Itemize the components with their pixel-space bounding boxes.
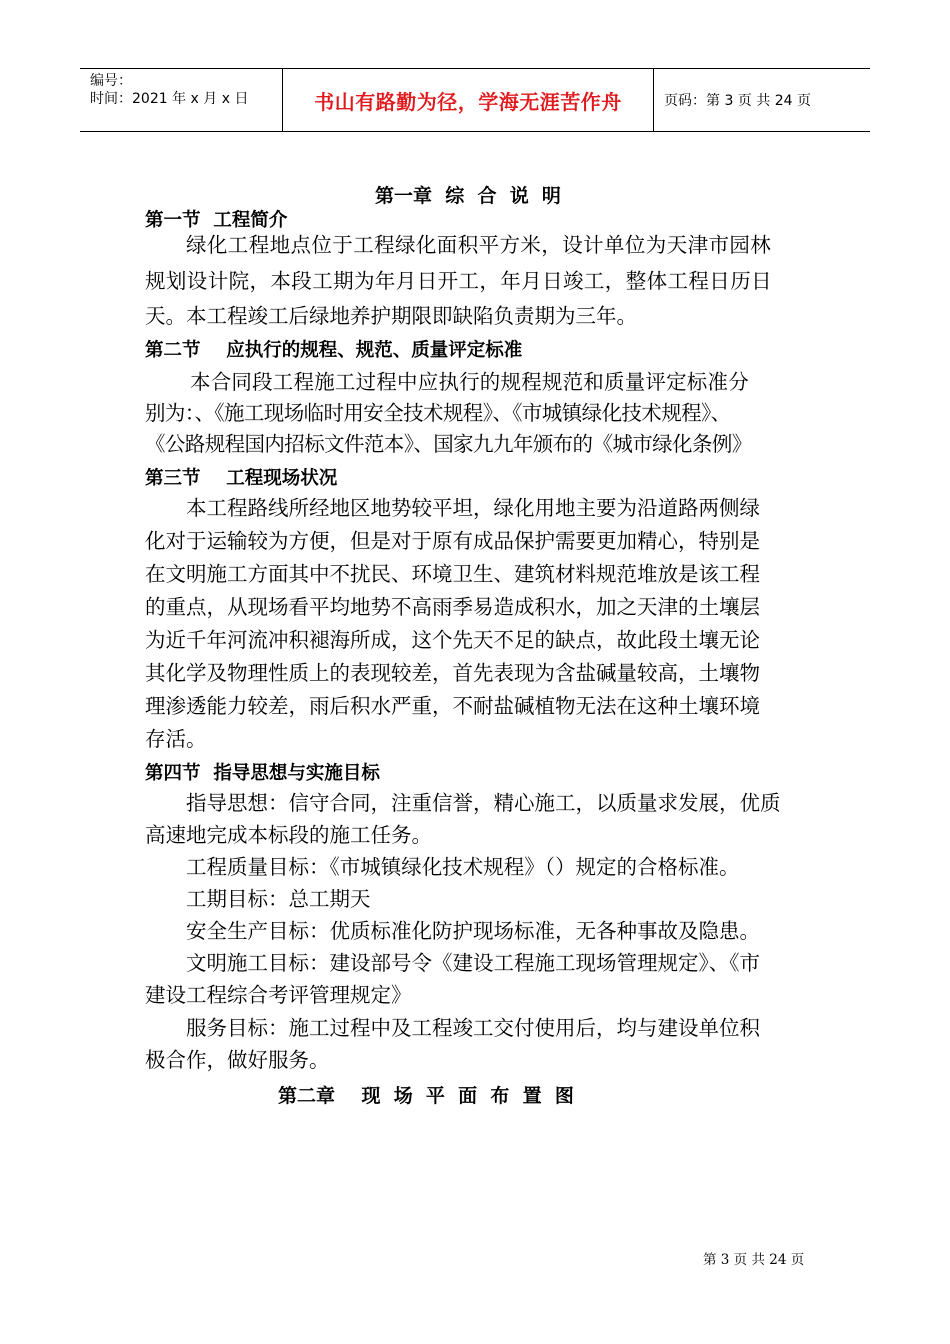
section-1-line: 天。本工程竣工后绿地养护期限即缺陷负责期为三年。 bbox=[145, 304, 637, 328]
section-2-title: 第二节 应执行的规程、规范、质量评定标准 bbox=[145, 340, 523, 361]
section-3-line: 化对于运输较为方便，但是对于原有成品保护需要更加精心，特别是 bbox=[145, 529, 760, 553]
section-2-line: 《公路规程国内招标文件范本》、国家九九年颁布的《城市绿化条例》 bbox=[145, 432, 752, 456]
section-4-title: 第四节 指导思想与实施目标 bbox=[145, 763, 380, 784]
chapter-1-title: 第一章 综 合 说 明 bbox=[375, 185, 561, 207]
chapter-2-title: 第二章 现 场 平 面 布 置 图 bbox=[278, 1085, 574, 1107]
section-2-line: 别为：、《施工现场临时用安全技术规程》、《市城镇绿化技术规程》、 bbox=[145, 401, 731, 425]
header-meta bbox=[80, 69, 282, 131]
page-footer: 第 3 页 共 24 页 bbox=[703, 1252, 805, 1268]
section-4-line: 建设工程综合考评管理规定》 bbox=[145, 983, 412, 1007]
section-1-line: 绿化工程地点位于工程绿化面积平方米，设计单位为天津市园林 bbox=[186, 233, 772, 257]
section-3-line: 理渗透能力较差，雨后积水严重，不耐盐碱植物无法在这种土壤环境 bbox=[145, 694, 760, 718]
number-label: 编号： bbox=[90, 73, 132, 89]
section-3-line: 为近千年河流冲积褪海所成，这个先天不足的缺点，故此段土壤无论 bbox=[145, 628, 760, 652]
section-4-line: 极合作，做好服务。 bbox=[145, 1048, 330, 1072]
time-label: 时间：2021 年 x 月 x 日 bbox=[90, 91, 249, 107]
section-3-line: 的重点，从现场看平均地势不高雨季易造成积水，加之天津的土壤层 bbox=[145, 595, 760, 619]
section-4-line: 安全生产目标：优质标准化防护现场标准，无各种事故及隐患。 bbox=[186, 919, 760, 943]
section-4-line: 指导思想：信守合同，注重信誉，精心施工，以质量求发展，优质 bbox=[186, 791, 781, 815]
section-4-line: 文明施工目标：建设部号令《建设工程施工现场管理规定》、《市 bbox=[186, 951, 760, 975]
section-4-line: 工程质量目标：《市城镇绿化技术规程》（）规定的合格标准。 bbox=[186, 855, 740, 879]
section-4-line: 工期目标：总工期天 bbox=[186, 887, 371, 911]
section-4-line: 服务目标：施工过程中及工程竣工交付使用后，均与建设单位积 bbox=[186, 1016, 760, 1040]
motto: 书山有路勤为径，学海无涯苦作舟 bbox=[314, 89, 622, 114]
section-3-title: 第三节 工程现场状况 bbox=[145, 468, 338, 489]
section-1-line: 规划设计院，本段工期为年月日开工，年月日竣工，整体工程日历日 bbox=[145, 269, 772, 293]
header-page-cell bbox=[654, 69, 870, 131]
section-3-line: 其化学及物理性质上的表现较差，首先表现为含盐碱量较高，土壤物 bbox=[145, 661, 760, 685]
section-3-line: 本工程路线所经地区地势较平坦，绿化用地主要为沿道路两侧绿 bbox=[186, 496, 760, 520]
section-4-line: 高速地完成本标段的施工任务。 bbox=[145, 823, 432, 847]
page-header bbox=[80, 68, 870, 132]
page-info: 页码：第 3 页 共 24 页 bbox=[664, 93, 811, 109]
header-motto-cell bbox=[282, 69, 654, 131]
section-1-title: 第一节 工程简介 bbox=[145, 210, 288, 231]
section-3-line: 在文明施工方面其中不扰民、环境卫生、建筑材料规范堆放是该工程 bbox=[145, 562, 760, 586]
section-3-line: 存活。 bbox=[145, 727, 207, 751]
section-2-line: 本合同段工程施工过程中应执行的规程规范和质量评定标准分 bbox=[190, 370, 749, 394]
